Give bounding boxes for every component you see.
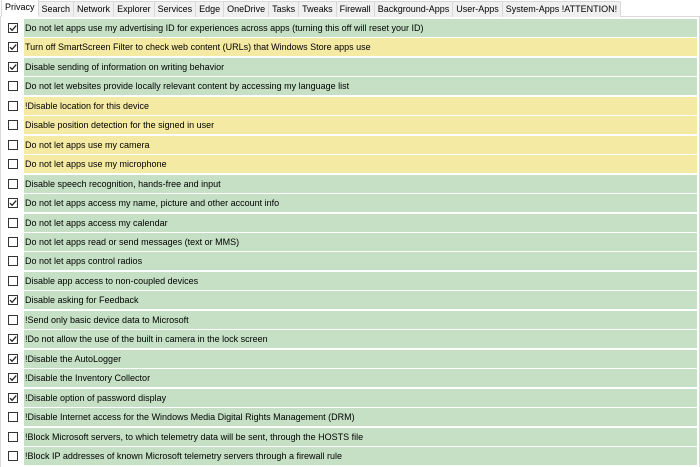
checkmark-icon xyxy=(9,199,17,207)
option-checkbox-checked[interactable] xyxy=(8,42,18,52)
option-row-19[interactable] xyxy=(5,369,697,387)
checkmark-icon xyxy=(9,24,17,32)
option-checkbox-checked[interactable] xyxy=(8,23,18,33)
option-row-14[interactable] xyxy=(5,272,697,290)
option-label[interactable]: !Block Microsoft servers, to which telemetry data will be sent, through the HOSTS file xyxy=(24,428,697,446)
tab-privacy[interactable]: Privacy xyxy=(1,0,39,17)
option-label[interactable]: !Disable the Inventory Collector xyxy=(24,369,697,387)
option-label[interactable]: Disable position detection for the signed in user xyxy=(24,116,697,134)
option-checkbox-unchecked[interactable] xyxy=(8,451,18,461)
checkmark-icon xyxy=(9,296,17,304)
option-label[interactable]: Do not let apps read or send messages (text or MMS) xyxy=(24,233,697,251)
checkmark-icon xyxy=(9,355,17,363)
option-label[interactable]: !Disable Internet access for the Windows Media Digital Rights Management (DRM) xyxy=(24,408,697,426)
option-label[interactable]: !Disable the AutoLogger xyxy=(24,350,697,368)
option-row-18[interactable] xyxy=(5,350,697,368)
option-label[interactable]: Disable asking for Feedback xyxy=(24,291,697,309)
option-checkbox-unchecked[interactable] xyxy=(8,218,18,228)
option-row-1[interactable] xyxy=(5,19,697,37)
option-label[interactable]: Do not let apps use my microphone xyxy=(24,155,697,173)
option-row-7[interactable] xyxy=(5,136,697,154)
tab-strip xyxy=(0,0,700,17)
option-row-22[interactable] xyxy=(5,428,697,446)
option-row-16[interactable] xyxy=(5,311,697,329)
tab-background-apps[interactable]: Background-Apps xyxy=(374,1,454,17)
tab-system-apps[interactable]: System-Apps !ATTENTION! xyxy=(502,1,621,17)
option-row-8[interactable] xyxy=(5,155,697,173)
checkmark-icon xyxy=(9,63,17,71)
option-label[interactable]: Disable sending of information on writing behavior xyxy=(24,58,697,76)
option-label[interactable]: Disable app access to non-coupled devices xyxy=(24,272,697,290)
checkmark-icon xyxy=(9,374,17,382)
option-row-3[interactable] xyxy=(5,58,697,76)
option-row-2[interactable] xyxy=(5,38,697,56)
tab-tasks[interactable]: Tasks xyxy=(268,1,299,17)
option-checkbox-checked[interactable] xyxy=(8,295,18,305)
option-label[interactable]: Do not let websites provide locally relevant content by accessing my language list xyxy=(24,77,697,95)
option-row-11[interactable] xyxy=(5,214,697,232)
option-checkbox-unchecked[interactable] xyxy=(8,159,18,169)
option-row-5[interactable] xyxy=(5,97,697,115)
option-checkbox-checked[interactable] xyxy=(8,393,18,403)
option-row-6[interactable] xyxy=(5,116,697,134)
option-label[interactable]: Disable speech recognition, hands-free and input xyxy=(24,175,697,193)
tab-edge[interactable]: Edge xyxy=(195,1,224,17)
option-row-10[interactable] xyxy=(5,194,697,212)
option-row-12[interactable] xyxy=(5,233,697,251)
option-checkbox-unchecked[interactable] xyxy=(8,101,18,111)
option-label[interactable]: Do not let apps use my advertising ID for experiences across apps (turning this off will reset your ID) xyxy=(24,19,697,37)
option-label[interactable]: Do not let apps control radios xyxy=(24,252,697,270)
option-label[interactable]: !Disable option of password display xyxy=(24,389,697,407)
option-checkbox-checked[interactable] xyxy=(8,334,18,344)
option-row-13[interactable] xyxy=(5,252,697,270)
option-label[interactable]: Do not let apps access my calendar xyxy=(24,214,697,232)
tab-onedrive[interactable]: OneDrive xyxy=(223,1,269,17)
checkmark-icon xyxy=(9,394,17,402)
option-checkbox-unchecked[interactable] xyxy=(8,120,18,130)
option-checkbox-unchecked[interactable] xyxy=(8,81,18,91)
tab-network[interactable]: Network xyxy=(73,1,114,17)
checkmark-icon xyxy=(9,43,17,51)
option-checkbox-unchecked[interactable] xyxy=(8,256,18,266)
tab-firewall[interactable]: Firewall xyxy=(336,1,375,17)
option-label[interactable]: Do not let apps use my camera xyxy=(24,136,697,154)
tab-explorer[interactable]: Explorer xyxy=(113,1,155,17)
options-list xyxy=(5,19,697,466)
option-label[interactable]: Do not let apps access my name, picture and other account info xyxy=(24,194,697,212)
option-checkbox-checked[interactable] xyxy=(8,62,18,72)
option-checkbox-checked[interactable] xyxy=(8,354,18,364)
option-checkbox-unchecked[interactable] xyxy=(8,432,18,442)
option-label[interactable]: !Block IP addresses of known Microsoft telemetry servers through a firewall rule xyxy=(24,447,697,465)
option-checkbox-unchecked[interactable] xyxy=(8,412,18,422)
option-row-9[interactable] xyxy=(5,175,697,193)
option-row-4[interactable] xyxy=(5,77,697,95)
option-checkbox-unchecked[interactable] xyxy=(8,179,18,189)
option-row-20[interactable] xyxy=(5,389,697,407)
privacy-panel xyxy=(0,17,700,467)
option-checkbox-unchecked[interactable] xyxy=(8,237,18,247)
tab-tweaks[interactable]: Tweaks xyxy=(298,1,337,17)
option-checkbox-unchecked[interactable] xyxy=(8,276,18,286)
option-label[interactable]: !Do not allow the use of the built in camera in the lock screen xyxy=(24,330,697,348)
option-row-23[interactable] xyxy=(5,447,697,465)
option-label[interactable]: Turn off SmartScreen Filter to check web content (URLs) that Windows Store apps use xyxy=(24,38,697,56)
tab-user-apps[interactable]: User-Apps xyxy=(452,1,503,17)
tab-search[interactable]: Search xyxy=(38,1,75,17)
option-row-15[interactable] xyxy=(5,291,697,309)
checkmark-icon xyxy=(9,335,17,343)
option-checkbox-checked[interactable] xyxy=(8,373,18,383)
tab-services[interactable]: Services xyxy=(154,1,197,17)
option-label[interactable]: !Send only basic device data to Microsoft xyxy=(24,311,697,329)
option-checkbox-unchecked[interactable] xyxy=(8,315,18,325)
option-checkbox-checked[interactable] xyxy=(8,198,18,208)
option-row-21[interactable] xyxy=(5,408,697,426)
option-row-17[interactable] xyxy=(5,330,697,348)
option-label[interactable]: !Disable location for this device xyxy=(24,97,697,115)
option-checkbox-unchecked[interactable] xyxy=(8,140,18,150)
